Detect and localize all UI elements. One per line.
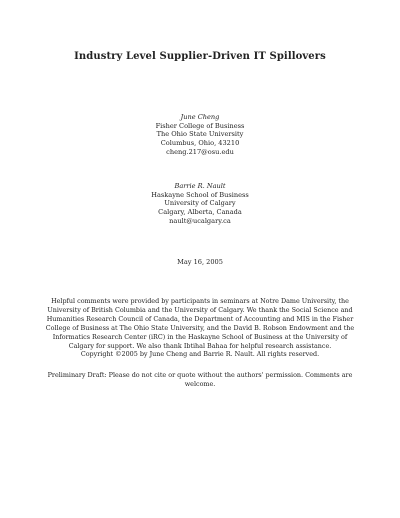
acknowledgement-line: Helpful comments were provided by participants in seminars at Notre Dame University, the: [51, 297, 349, 305]
author-university: University of Calgary: [164, 199, 236, 208]
paper-date: May 16, 2005: [177, 258, 223, 266]
acknowledgement-line: University of British Columbia and the University of Calgary. We thank the Social Science and: [47, 305, 353, 314]
acknowledgements: [40, 297, 360, 359]
acknowledgement-line: College of Business at The Ohio State University, and the David B. Robson Endowment and the: [45, 323, 355, 332]
author-university: The Ohio State University: [156, 130, 244, 139]
author-block: [0, 182, 400, 226]
author-email: nault@ucalgary.ca: [169, 216, 231, 225]
author-address: Calgary, Alberta, Canada: [158, 208, 242, 217]
author-name: Barrie R. Nault: [174, 182, 226, 190]
copyright-line: Copyright ©2005 by June Cheng and Barrie R. Nault. All rights reserved.: [80, 350, 320, 359]
draft-note-line: Preliminary Draft: Please do not cite or quote without the authors' permission. Comments are: [47, 371, 353, 379]
acknowledgement-line: Humanities Research Council of Canada, the Department of Accounting and MIS in the Fisher: [46, 314, 354, 323]
author-email: cheng.217@osu.edu: [166, 147, 234, 156]
draft-note: [40, 371, 360, 389]
author-name: June Cheng: [180, 113, 220, 121]
author-block: [0, 113, 400, 157]
acknowledgement-line: Informatics Research Center (iRC) in the Haskayne School of Business at the University of: [52, 332, 348, 341]
draft-note-line: welcome.: [184, 379, 216, 388]
paper-title: Industry Level Supplier-Driven IT Spillovers: [74, 51, 326, 62]
author-affiliation: Haskayne School of Business: [151, 190, 249, 199]
author-address: Columbus, Ohio, 43210: [160, 139, 240, 148]
author-affiliation: Fisher College of Business: [155, 121, 245, 130]
acknowledgement-line: Calgary for support. We also thank Ibtihal Bahaa for helpful research assistance.: [68, 341, 332, 350]
